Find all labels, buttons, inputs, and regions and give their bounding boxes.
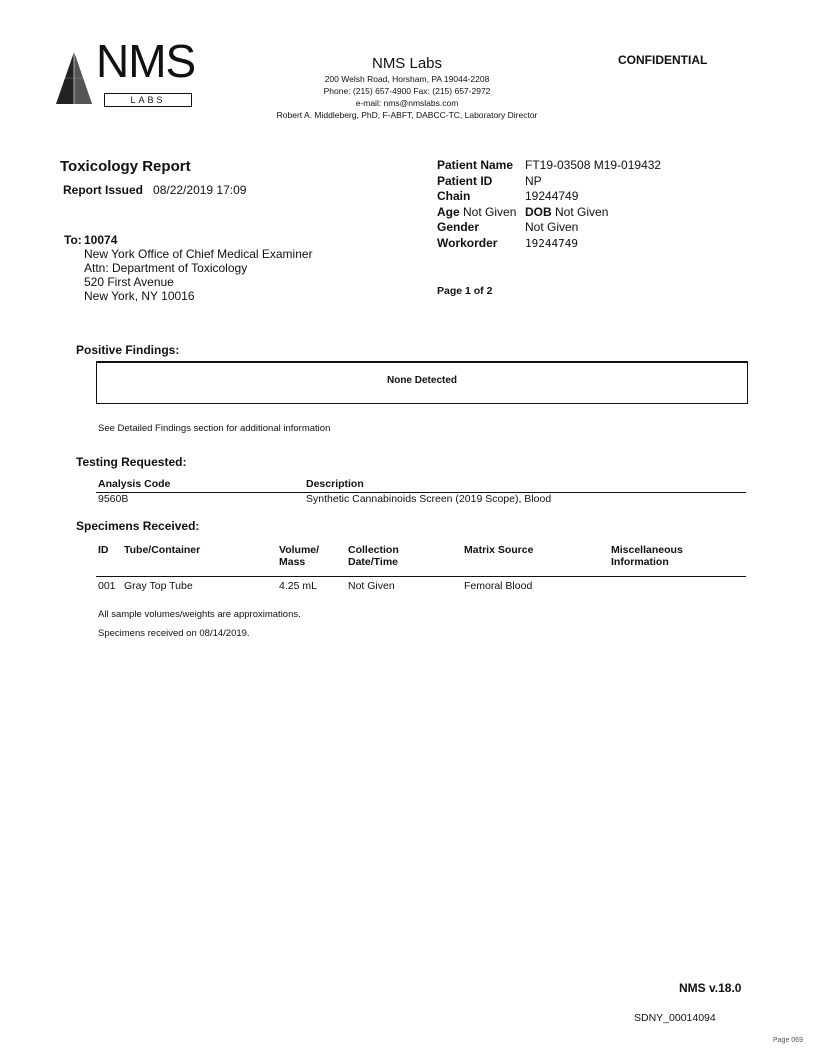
patient-id-value: NP <box>525 173 542 188</box>
to-code: 10074 <box>84 233 118 247</box>
specimen-matrix: Femoral Blood <box>464 580 533 592</box>
chain-label: Chain <box>437 189 471 203</box>
col-volume-line1: Volume/ <box>279 544 320 556</box>
col-collection-line1: Collection <box>348 544 399 556</box>
specimen-id: 001 <box>98 580 116 592</box>
testing-requested-heading: Testing Requested: <box>76 455 187 469</box>
testing-table <box>96 478 746 507</box>
lab-header <box>222 55 592 121</box>
gender-label: Gender <box>437 220 480 234</box>
to-line2: Attn: Department of Toxicology <box>84 261 248 275</box>
logo-text: NMS <box>96 35 196 87</box>
to-label: To: <box>64 233 82 247</box>
dob-label: DOB <box>525 204 552 219</box>
workorder-value: 19244749 <box>525 236 578 250</box>
col-matrix: Matrix Source <box>464 544 534 556</box>
col-id: ID <box>98 544 109 556</box>
col-collection <box>348 544 399 568</box>
confidential-label: CONFIDENTIAL <box>618 53 708 67</box>
volumes-note: All sample volumes/weights are approximations. <box>98 609 301 620</box>
report-title: Toxicology Report <box>60 158 191 175</box>
lab-email: e-mail: nms@nmslabs.com <box>355 98 459 108</box>
patient-id-label: Patient ID <box>437 173 493 188</box>
specimen-volume: 4.25 mL <box>279 580 317 592</box>
logo-subtext: LABS <box>104 93 192 107</box>
workorder-label: Workorder <box>437 235 498 250</box>
col-misc-line1: Miscellaneous <box>611 544 683 556</box>
chain-value: 19244749 <box>525 189 579 203</box>
age-value: Not Given <box>463 204 517 219</box>
lab-name: NMS Labs <box>371 55 443 72</box>
gender-value: Not Given <box>525 220 579 234</box>
to-line4: New York, NY 10016 <box>84 289 195 303</box>
patient-name-value: FT19-03508 M19-019432 <box>525 158 662 172</box>
logo-pyramid-icon <box>52 50 96 110</box>
specimen-tube: Gray Top Tube <box>124 580 193 592</box>
lab-phone: Phone: (215) 657-4900 Fax: (215) 657-2972 <box>323 86 491 96</box>
col-volume <box>279 544 319 568</box>
analysis-code: 9560B <box>98 493 129 505</box>
page-number: Page 069 <box>773 1037 803 1044</box>
to-line1: New York Office of Chief Medical Examiner <box>84 247 313 261</box>
table-row <box>96 493 746 507</box>
specimens-header-row <box>96 544 746 577</box>
col-description: Description <box>306 478 364 490</box>
testing-header-row <box>96 478 746 493</box>
to-line3: 520 First Avenue <box>84 275 174 289</box>
positive-findings-result: None Detected <box>386 375 457 386</box>
patient-info <box>437 158 661 251</box>
report-issued <box>63 183 246 197</box>
lab-address: 200 Welsh Road, Horsham, PA 19044-2208 <box>324 74 490 84</box>
report-issued-value: 08/22/2019 17:09 <box>153 183 247 197</box>
detailed-findings-note: See Detailed Findings section for additional information <box>98 423 331 434</box>
col-misc-line2: Information <box>611 556 669 568</box>
col-tube: Tube/Container <box>124 544 201 556</box>
received-note: Specimens received on 08/14/2019. <box>98 628 250 639</box>
bates-number: SDNY_00014094 <box>634 1012 716 1024</box>
table-row <box>96 580 746 594</box>
col-analysis-code: Analysis Code <box>98 478 171 490</box>
age-label: Age <box>437 204 460 219</box>
lab-director: Robert A. Middleberg, PhD, F-ABFT, DABCC-TC, Laboratory Director <box>276 110 538 120</box>
col-misc <box>611 544 683 568</box>
patient-name-label: Patient Name <box>437 158 514 172</box>
page-of: Page 1 of 2 <box>437 285 493 297</box>
version-label: NMS v.18.0 <box>679 981 742 995</box>
to-address <box>84 233 313 303</box>
report-issued-label: Report Issued <box>63 183 144 197</box>
col-volume-line2: Mass <box>279 556 306 568</box>
positive-findings-box <box>96 361 748 404</box>
specimen-collection: Not Given <box>348 580 395 592</box>
specimens-received-heading: Specimens Received: <box>76 519 200 533</box>
positive-findings-heading: Positive Findings: <box>76 343 180 357</box>
dob-value: Not Given <box>555 204 609 219</box>
specimens-table <box>96 544 746 594</box>
col-collection-line2: Date/Time <box>348 556 398 568</box>
analysis-description: Synthetic Cannabinoids Screen (2019 Scope), Blood <box>306 493 552 505</box>
